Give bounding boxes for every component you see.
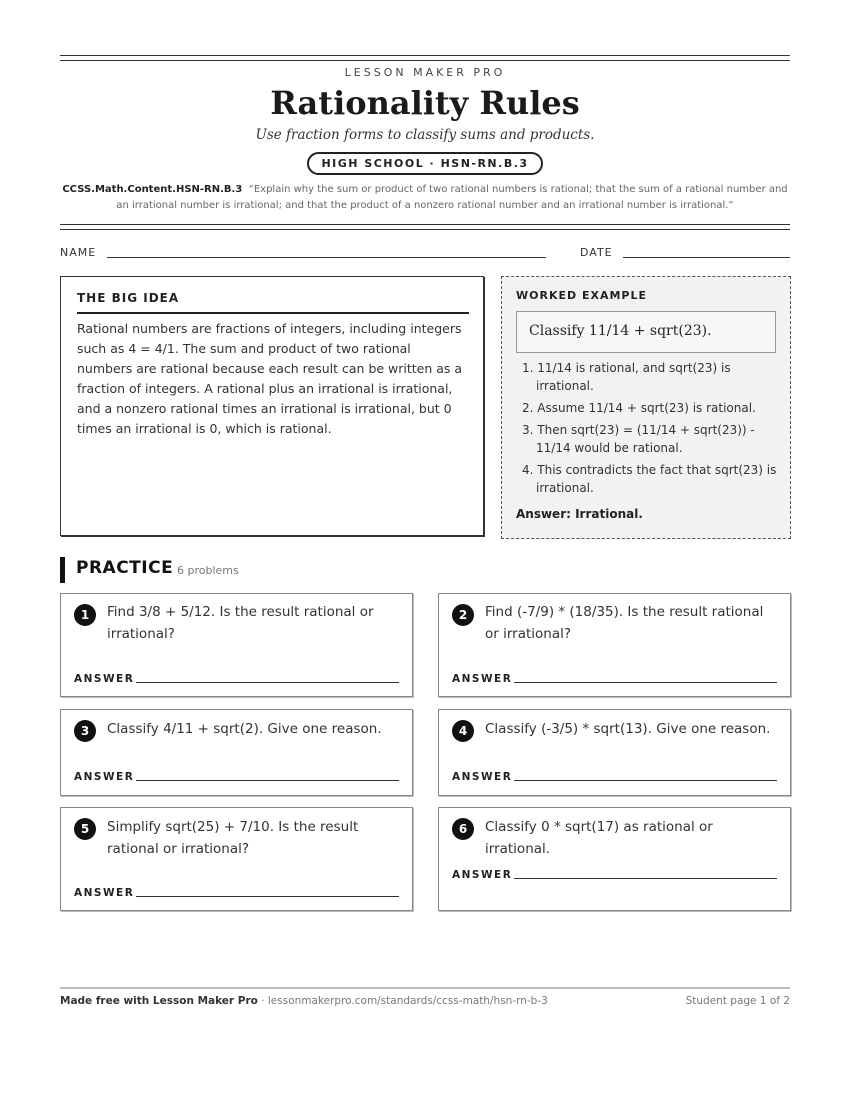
problem-number: 4 xyxy=(452,720,474,742)
problem-text: Find 3/8 + 5/12. Is the result rational or irrational? xyxy=(107,604,374,642)
practice-title: PRACTICE xyxy=(76,558,174,578)
standard-statement xyxy=(60,182,790,214)
footer-credit xyxy=(60,995,548,1007)
name-label: NAME xyxy=(60,246,97,259)
big-idea-heading: THE BIG IDEA xyxy=(77,291,180,305)
brand-name: LESSON MAKER PRO xyxy=(344,66,506,79)
worked-example-steps xyxy=(516,359,778,501)
footer-rule xyxy=(60,987,790,989)
level-badge: HIGH SCHOOL · HSN-RN.B.3 xyxy=(307,152,542,175)
problem-card-3 xyxy=(60,709,413,796)
answer-field[interactable] xyxy=(136,682,399,683)
worked-step: 3. Then sqrt(23) = (11/14 + sqrt(23)) - 11/14 would be rational. xyxy=(522,423,755,455)
page-subtitle: Use fraction forms to classify sums and products. xyxy=(255,127,595,143)
practice-count: 6 problems xyxy=(177,564,239,577)
problem-card-2 xyxy=(438,593,791,697)
header-top-rule xyxy=(60,55,790,61)
big-idea-box xyxy=(60,276,484,536)
worked-step: 2. Assume 11/14 + sqrt(23) is rational. xyxy=(522,401,756,415)
problem-text: Classify 4/11 + sqrt(2). Give one reason. xyxy=(107,721,382,737)
answer-field[interactable] xyxy=(136,780,399,781)
worked-step: 4. This contradicts the fact that sqrt(23) is irrational. xyxy=(522,463,777,495)
standard-code: CCSS.Math.Content.HSN-RN.B.3 xyxy=(62,184,243,195)
problem-number: 3 xyxy=(74,720,96,742)
header-bottom-rule xyxy=(60,224,790,230)
problem-card-5 xyxy=(60,807,413,911)
problem-text: Classify 0 * sqrt(17) as rational or irrational. xyxy=(485,819,713,857)
page-title: Rationality Rules xyxy=(270,84,580,122)
problem-card-4 xyxy=(438,709,791,796)
practice-accent-bar xyxy=(60,557,65,583)
page-indicator: Student page 1 of 2 xyxy=(685,995,790,1007)
answer-field[interactable] xyxy=(136,896,399,897)
big-idea-divider xyxy=(77,312,469,314)
date-label: DATE xyxy=(580,246,613,259)
problem-text: Simplify sqrt(25) + 7/10. Is the result rational or irrational? xyxy=(107,819,359,857)
footer-made-with: Made free with Lesson Maker Pro xyxy=(60,995,258,1007)
worked-example-box xyxy=(501,276,791,539)
big-idea-text: Rational numbers are fractions of integers, including integers such as 4 = 4/1. The sum and product of two rational numbers are rational because each result can be written as a fraction of integers. A rational plus an irrational is irrational, and a nonzero rational times an irrational is irrational, but 0 times an irrational is 0, which is rational. xyxy=(77,321,463,436)
problem-text: Classify (-3/5) * sqrt(13). Give one reason. xyxy=(485,721,771,737)
answer-label: ANSWER xyxy=(74,887,135,899)
name-field[interactable] xyxy=(107,257,546,258)
problem-number: 1 xyxy=(74,604,96,626)
problem-number: 2 xyxy=(452,604,474,626)
worked-example-heading: WORKED EXAMPLE xyxy=(516,289,647,302)
worked-example-answer: Answer: Irrational. xyxy=(516,507,643,521)
answer-label: ANSWER xyxy=(74,771,135,783)
worked-example-prompt: Classify 11/14 + sqrt(23). xyxy=(516,311,776,353)
standard-text: “Explain why the sum or product of two rational numbers is rational; that the sum of a rational number and an irrational number is irrational; and that the product of a nonzero rational number and an irrational number is irrational.” xyxy=(116,184,788,211)
answer-label: ANSWER xyxy=(452,673,513,685)
problem-number: 6 xyxy=(452,818,474,840)
date-field[interactable] xyxy=(623,257,790,258)
problem-card-1 xyxy=(60,593,413,697)
problem-number: 5 xyxy=(74,818,96,840)
answer-label: ANSWER xyxy=(452,869,513,881)
answer-label: ANSWER xyxy=(452,771,513,783)
problem-card-6 xyxy=(438,807,791,911)
answer-label: ANSWER xyxy=(74,673,135,685)
answer-field[interactable] xyxy=(514,878,777,879)
worked-step: 1. 11/14 is rational, and sqrt(23) is irrational. xyxy=(522,361,731,393)
level-badge-wrap xyxy=(0,152,850,175)
problem-text: Find (-7/9) * (18/35). Is the result rational or irrational? xyxy=(485,604,764,642)
answer-field[interactable] xyxy=(514,780,777,781)
answer-field[interactable] xyxy=(514,682,777,683)
footer-url[interactable]: · lessonmakerpro.com/standards/ccss-math/hsn-rn-b-3 xyxy=(261,995,548,1007)
